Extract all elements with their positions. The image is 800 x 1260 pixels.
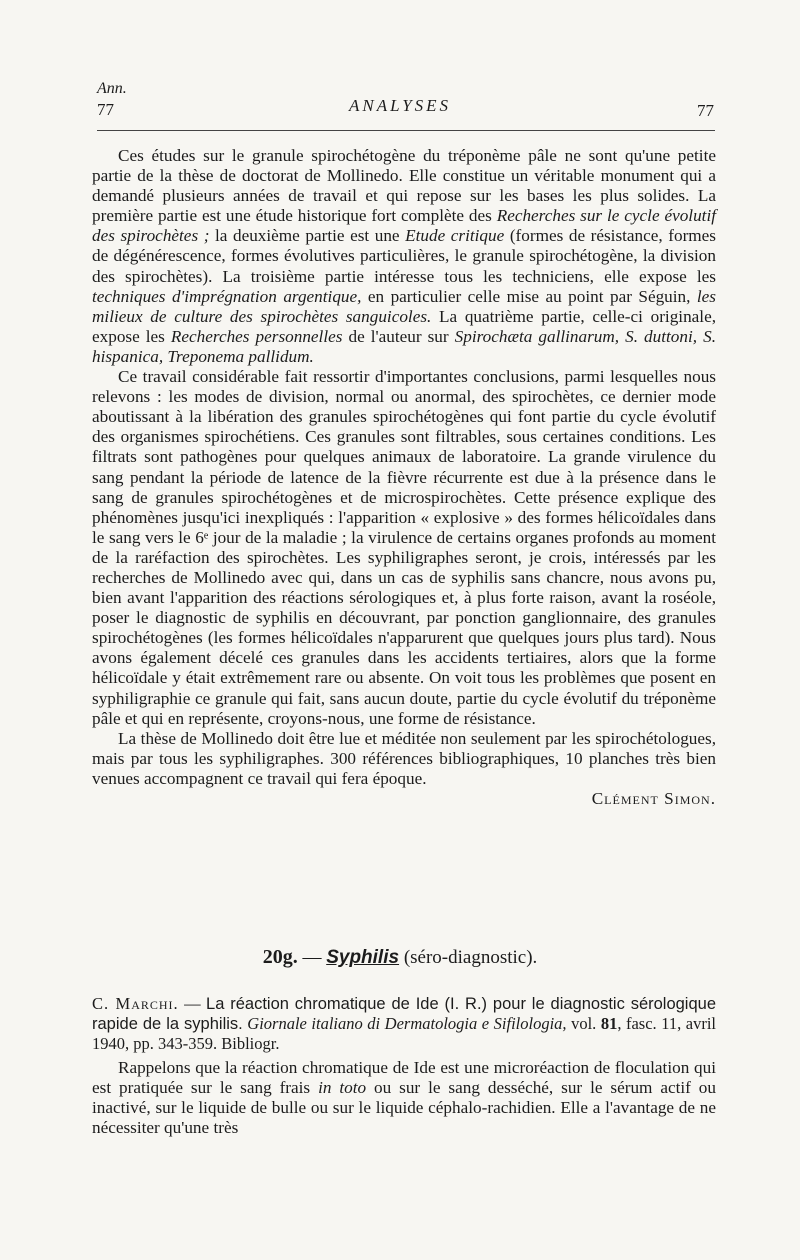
paragraph-2: Ce travail considérable fait ressortir d'importantes conclusions, parmi lesquelles nous relevons : les modes de division, normal ou anormal, des spirochètes, ce dernier mode aboutissant à la libération des granules spirochétogènes qui font partie du cycle évolutif des organismes spirochétiens. Ces granules sont filtrables, sous certaines conditions. Les filtrats sont pathogènes pour quelques animaux de laboratoire. La grande virulence du sang pendant la période de latence de la fièvre récurrente est due à la présence dans le sang de granules spirochétogènes et de microspirochètes. Cette présence explique des phénomènes jusqu'ici inexpliqués : l'apparition « explosive » des formes hélicoïdales dans le sang vers le 6ᵉ jour de la maladie ; la virulence de certains organes profonds au moment de la raréfaction des spirochètes. Les syphiligraphes seront, je crois, intéressés par les recherches de Mollinedo avec qui, dans un cas de syphilis sans chancre, nous avons pu, bien avant l'apparition des réactions sérologiques et, à plus forte raison, avant la roséole, poser le diagnostic de syphilis en découvrant, par ponction ganglionnaire, des granules spirochétogènes (les formes hélicoïdales n'apparurent que quelques jours plus tard). Nous avons également décelé ces granules dans les accidents tertiaires, alors que la forme hélicoïdale y était extrêmement rare ou absente. On voit tous les problèmes que posent en syphiligraphie ce granule qui fait, sans aucun doute, partie du cycle évolutif du tréponème pâle et qui en représente, croyons-nous, une forme de résistance. [92,367,716,728]
last-text-2: ou sur le sang desséché, sur le sérum actif ou inactivé, sur le liquide de bulle ou sur le liquide céphalo-rachidien. Elle a l'avantage de ne nécessiter qu'une très [92,1078,716,1138]
p1-italic-9: Recherches personnelles [170,326,343,346]
p1-italic-7: les milieux de culture des spirochètes sanguicoles. [92,286,716,326]
header-rule [97,130,715,131]
paragraph-3: La thèse de Mollinedo doit être lue et méditée non seulement par les spirochétologues, mais par tous les syphiligraphes. 300 références bibliographiques, 10 planches très bien venues accompagnent ce travail qui fera époque. [92,728,716,788]
ref-journal: Giornale italiano di Dermatologia e Sifilologia, [247,1014,567,1033]
ref-volume: 81 [600,1014,618,1033]
last-italic-1: in toto [318,1078,367,1098]
header-page-number-right: 77 [697,101,714,120]
section-number: 20g. [262,946,298,968]
p1-italic-3: Etude critique [405,226,505,246]
section-title: Syphilis [326,947,400,968]
header-title: ANALYSES [348,96,452,115]
ref-vol-prefix: vol. [566,1014,601,1033]
section-subtitle: (séro-diagnostic). [399,947,538,968]
p1-text-10: de l'auteur sur [342,326,455,346]
paragraph-1 [92,146,716,367]
signature: Clément Simon. [591,789,716,808]
p1-text-4: (formes de résistance, formes de dégénérescence, formes évolutives particulières, le granule spirochétogène, la division des spirochètes). La troisième partie intéresse tous les techniciens, elle expose les [92,226,716,286]
p1-text-6: en particulier celle mise au point par Séguin, [361,286,697,306]
p1-italic-11: Spirochæta gallinarum, S. duttoni, S. hispanica, Treponema pallidum. [92,326,716,366]
p1-text-0: Ces études sur le granule spirochétogène du tréponème pâle ne sont qu'une petite partie de la thèse de doctorat de Mollinedo. Elle constitue un véritable monument qui a demandé plusieurs années de travail et qui repose sur les bases les plus solides. La première partie est une étude historique fort complète des [92,146,716,226]
section-heading [0,946,800,969]
ref-title: La réaction chromatique de Ide (I. R.) pour le diagnostic sérologique rapide de la syphilis. [92,995,717,1033]
header-ann: Ann. [97,80,127,97]
last-text-0: Rappelons que la réaction chromatique de Ide est une microréaction de floculation qui est pratiquée sur le sang frais [92,1058,716,1098]
p1-italic-1: Recherches sur le cycle évolutif des spirochètes ; [92,206,716,246]
p1-text-2: la deuxième partie est une [209,226,406,246]
p1-text-8: La quatrième partie, celle-ci originale, expose les [92,306,716,346]
ref-dash: — [178,994,207,1013]
section-dash: — [297,947,327,968]
header-page-number-left: 77 [97,100,114,119]
last-paragraph [92,1058,716,1138]
p1-italic-5: techniques d'imprégnation argentique, [92,286,362,306]
ref-author: C. Marchi. [92,994,179,1013]
ref-rest: , fasc. 11, avril 1940, pp. 343-359. Bibliogr. [92,1014,717,1053]
article-body [92,146,716,809]
bibliographic-reference [92,994,716,1053]
